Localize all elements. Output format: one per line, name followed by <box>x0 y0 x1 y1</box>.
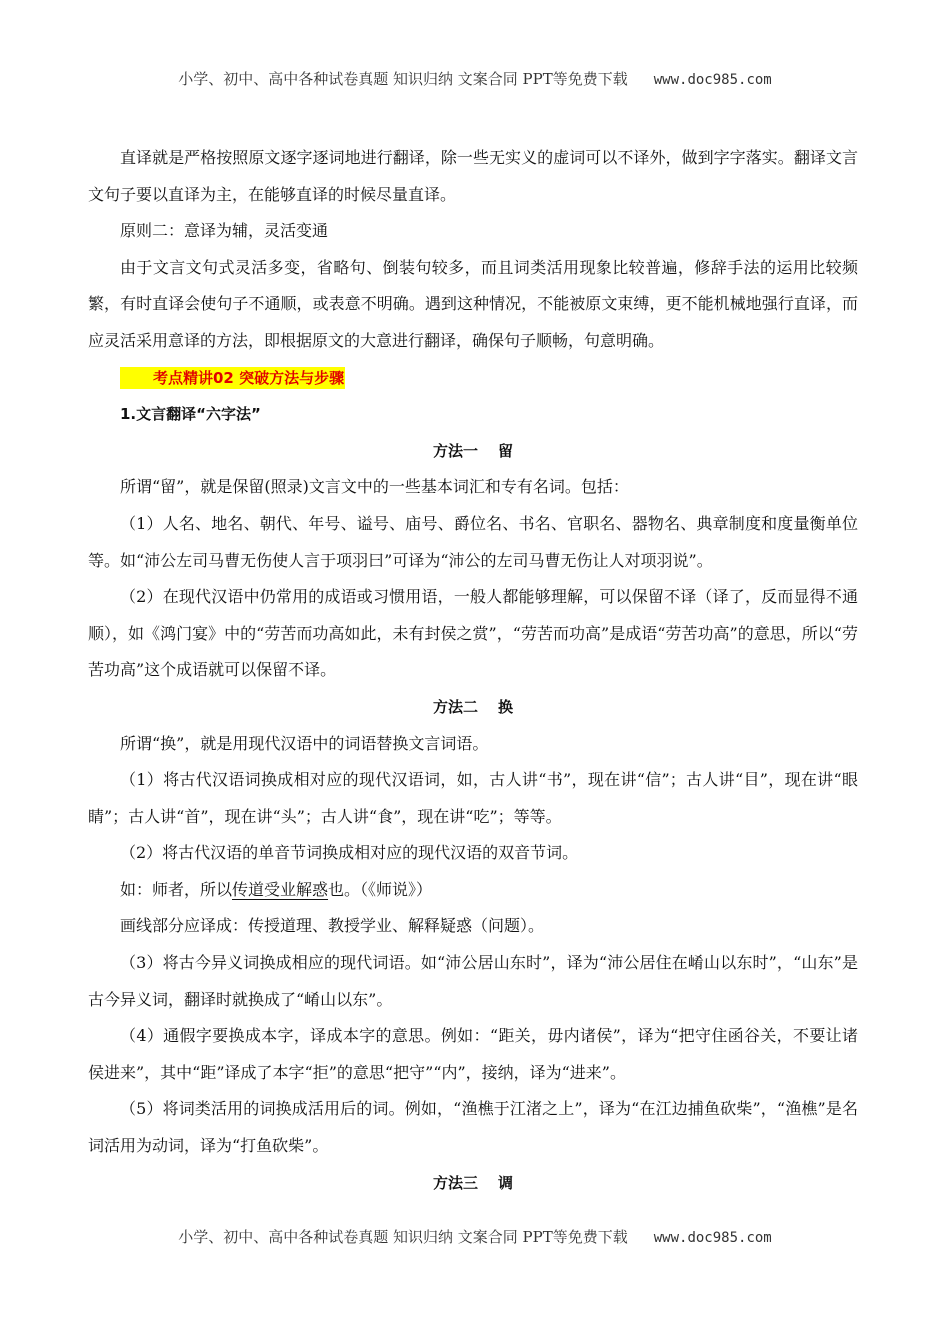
example-underlined: 传道受业解惑 <box>232 879 329 899</box>
method-one-item-1: （1）人名、地名、朝代、年号、谥号、庙号、爵位名、书名、官职名、器物名、典章制度和度量衡单位等。如“沛公左司马曹无伤使人言于项羽曰”可译为“沛公的左司马曹无伤让人对项羽说”。 <box>88 513 858 570</box>
method-one-intro: 所谓“留”，就是保留(照录)文言文中的一些基本词汇和专有名词。包括： <box>120 477 629 497</box>
method-one-label: 方法一 <box>432 441 478 460</box>
method-two-item-2: （2）将古代汉语的单音节词换成相对应的现代汉语的双音节词。 <box>120 843 579 863</box>
section-title-row <box>88 360 858 397</box>
method-one-char: 留 <box>498 441 514 460</box>
method-two-item-3: （3）将古今异义词换成相应的现代词语。如“沛公居山东时”，译为“沛公居住在崤山以东时”，“山东”是古今异义词，翻译时就换成了“崤山以东”。 <box>88 953 858 1009</box>
example-prefix: 如：师者，所以 <box>120 879 233 899</box>
method-two-item-5: （5）将词类活用的词换成活用后的词。例如，“渔樵于江渚之上”，译为“在江边捕鱼砍柴”，“渔樵”是名词活用为动词，译为“打鱼砍柴”。 <box>88 1099 858 1156</box>
method-two-example <box>88 872 858 909</box>
example-suffix: 也。（《师说》） <box>328 879 433 899</box>
page-footer <box>0 1226 950 1247</box>
section-title: 考点精讲02 突破方法与步骤 <box>120 367 345 389</box>
header-text: 小学、初中、高中各种试卷真题 知识归纳 文案合同 PPT等免费下载 <box>178 70 628 88</box>
method-two-example-note: 画线部分应译成：传授道理、教授学业、解释疑惑（问题）。 <box>120 916 545 936</box>
paragraph-literal-translation: 直译就是严格按照原文逐字逐词地进行翻译，除一些无实义的虚词可以不译外，做到字字落实。翻译文言文句子要以直译为主，在能够直译的时候尽量直译。 <box>88 148 858 204</box>
subtitle: 1.文言翻译“六字法” <box>120 405 261 424</box>
method-two-item-4: （4）通假字要换成本字，译成本字的意思。例如：“距关，毋内诸侯”，译为“把守住函谷关，不要让诸侯进来”，其中“距”译成了本字“拒”的意思“把守”“内”，接纳，译为“进来”。 <box>88 1026 858 1082</box>
method-three-title <box>88 1165 858 1202</box>
method-two-title <box>88 689 858 726</box>
method-one-title <box>88 433 858 470</box>
method-two-intro: 所谓“换”，就是用现代汉语中的词语替换文言词语。 <box>120 733 489 753</box>
footer-text: 小学、初中、高中各种试卷真题 知识归纳 文案合同 PPT等免费下载 <box>178 1228 628 1246</box>
header-url[interactable]: www.doc985.com <box>653 72 772 88</box>
footer-url[interactable]: www.doc985.com <box>653 1230 772 1246</box>
method-three-char: 调 <box>498 1173 514 1192</box>
method-two-label: 方法二 <box>432 697 478 716</box>
method-two-item-1: （1）将古代汉语词换成相对应的现代汉语词，如，古人讲“书”，现在讲“信”；古人讲“目”，现在讲“眼睛”；古人讲“首”，现在讲“头”；古人讲“食”，现在讲“吃”；等等。 <box>88 770 858 826</box>
method-three-label: 方法三 <box>432 1173 478 1192</box>
page-header <box>0 68 950 89</box>
method-two-char: 换 <box>498 697 514 716</box>
paragraph-free-translation: 由于文言文句式灵活多变，省略句、倒装句较多，而且词类活用现象比较普遍，修辞手法的运用比较频繁，有时直译会使句子不通顺，或表意不明确。遇到这种情况，不能被原文束缚，更不能机械地强行直译，而应灵活采用意译的方法，即根据原文的大意进行翻译，确保句子顺畅，句意明确。 <box>88 257 858 350</box>
method-one-item-2: （2）在现代汉语中仍常用的成语或习惯用语，一般人都能够理解，可以保留不译（译了，反而显得不通顺），如《鸿门宴》中的“劳苦而功高如此，未有封侯之赏”，“劳苦而功高”是成语“劳苦功高”的意思，所以“劳苦功高”这个成语就可以保留不译。 <box>88 587 858 680</box>
subtitle-row <box>88 396 858 433</box>
principle-two-heading: 原则二：意译为辅，灵活变通 <box>120 221 329 241</box>
document-body <box>88 140 858 1201</box>
